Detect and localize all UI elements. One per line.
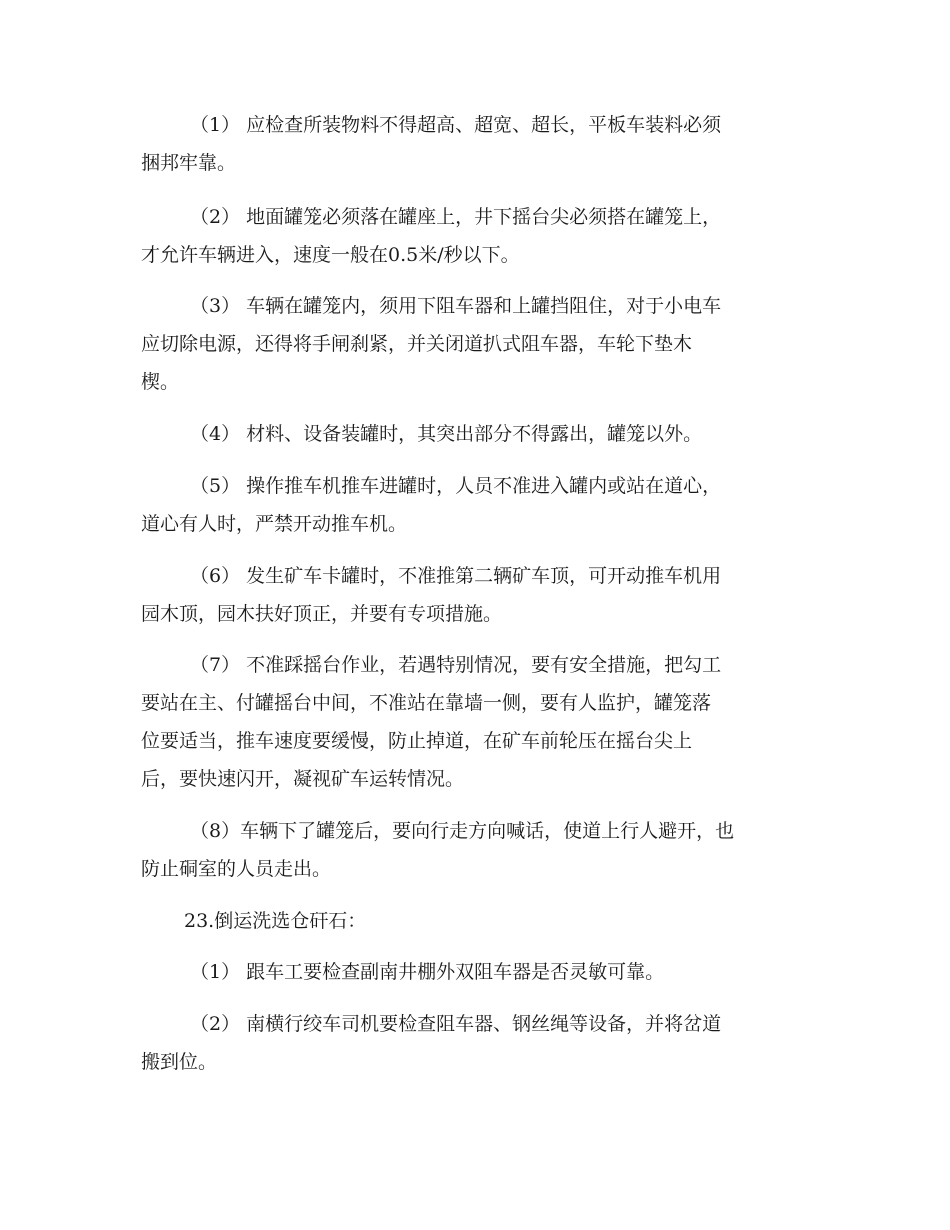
text-line: （1） 跟车工要检查副南井棚外双阻车器是否灵敏可靠。	[190, 961, 665, 983]
paragraph-9	[141, 953, 811, 991]
text-line: 要站在主、付罐摇台中间，不准站在靠墙一侧，要有人监护，罐笼落	[141, 692, 712, 714]
paragraph-5	[141, 467, 811, 543]
text-line: （8）车辆下了罐笼后，要向行走方向喊话，使道上行人避开，也	[190, 820, 735, 842]
text-line: 捆邦牢靠。	[141, 152, 237, 174]
paragraph-10	[141, 1005, 811, 1081]
text-line: 应切除电源，还得将手闸刹紧，并关闭道扒式阻车器，车轮下垫木	[141, 333, 693, 355]
paragraph-2	[141, 198, 811, 274]
paragraph-6	[141, 557, 811, 633]
text-line: （2） 地面罐笼必须落在罐座上，井下摇台尖必须搭在罐笼上，	[190, 206, 722, 228]
text-line: 道心有人时，严禁开动推车机。	[141, 513, 408, 535]
text-line: 后，要快速闪开，凝视矿车运转情况。	[141, 768, 465, 790]
paragraph-7	[141, 646, 811, 798]
paragraph-3	[141, 287, 811, 401]
section-heading-23	[141, 902, 811, 940]
text-line: （5） 操作推车机推车进罐时，人员不准进入罐内或站在道心，	[190, 475, 722, 497]
heading-text: 23.倒运洗选仓矸石：	[184, 910, 367, 932]
text-line: 搬到位。	[141, 1051, 218, 1073]
text-line: （6） 发生矿车卡罐时，不准推第二辆矿车顶，可开动推车机用	[190, 565, 722, 587]
text-line: （1） 应检查所装物料不得超高、超宽、超长，平板车装料必须	[190, 114, 722, 136]
text-line: （4） 材料、设备装罐时，其突出部分不得露出，罐笼以外。	[190, 423, 703, 445]
text-line: 防止硐室的人员走出。	[141, 858, 332, 880]
text-line: （2） 南横行绞车司机要检查阻车器、钢丝绳等设备，并将岔道	[190, 1013, 722, 1035]
paragraph-1	[141, 106, 811, 182]
text-line: 楔。	[141, 371, 180, 393]
paragraph-4	[141, 415, 811, 453]
text-line: （7） 不准踩摇台作业，若遇特别情况，要有安全措施，把勾工	[190, 654, 722, 676]
text-line: 才允许车辆进入，速度一般在0.5米/秒以下。	[141, 244, 520, 266]
paragraph-8	[141, 812, 811, 888]
text-line: 位要适当，推车速度要缓慢，防止掉道，在矿车前轮压在摇台尖上	[141, 730, 693, 752]
text-line: 园木顶，园木扶好顶正，并要有专项措施。	[141, 603, 503, 625]
text-line: （3） 车辆在罐笼内，须用下阻车器和上罐挡阻住，对于小电车	[190, 295, 722, 317]
